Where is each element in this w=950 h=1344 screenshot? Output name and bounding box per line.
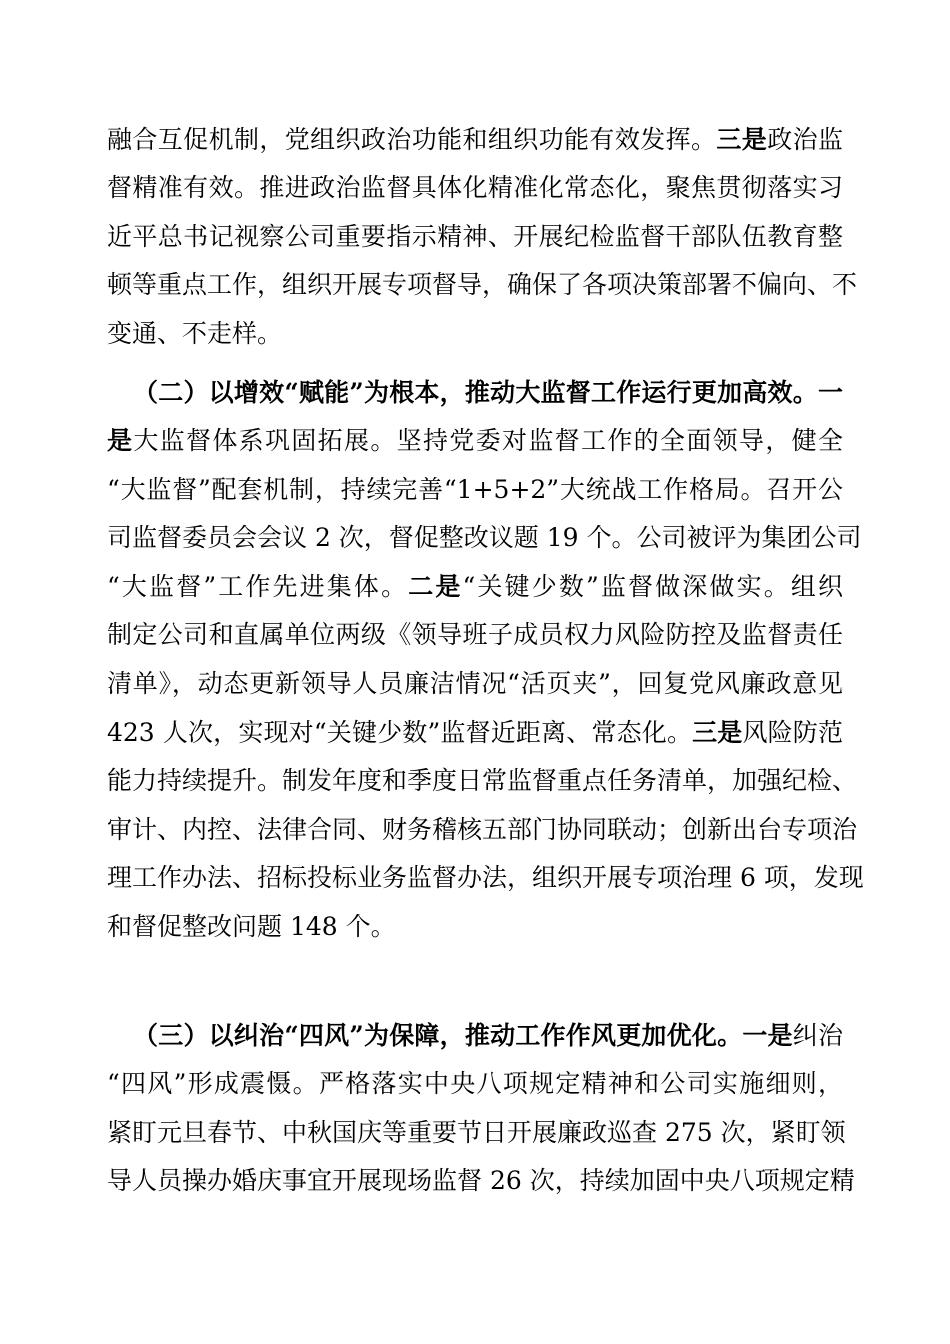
body-text: 政治监 <box>767 125 843 154</box>
bold-heading-text: 三是 <box>692 718 743 747</box>
text-line <box>107 424 843 458</box>
body-text: 导人员操办婚庆事宜开展现场监督 26 次，持续加固中央八项规定精 <box>107 1166 855 1195</box>
text-line <box>107 473 843 507</box>
body-text: “四风”形成震慑。严格落实中央八项规定精神和公司实施细则， <box>107 1069 843 1098</box>
body-text: 风险防范 <box>742 718 843 747</box>
bold-heading-text: 三是 <box>716 125 768 154</box>
body-text: 紧盯元旦春节、中秋国庆等重要节日开展廉政巡查 275 次，紧盯领 <box>107 1118 846 1147</box>
body-text: 司监督委员会会议 2 次，督促整改议题 19 个。公司被评为集团公司 <box>107 523 862 552</box>
text-line <box>107 667 843 701</box>
text-line <box>107 764 858 798</box>
body-text: “大监督”配套机制，持续完善“1+5+2”大统战工作格局。召开公 <box>107 475 843 504</box>
text-line <box>107 1067 843 1101</box>
text-line <box>107 716 843 750</box>
body-text: 融合互促机制，党组织政治功能和组织功能有效发挥。 <box>107 125 717 154</box>
text-line <box>107 618 843 652</box>
text-line <box>107 813 858 847</box>
body-text: 和督促整改问题 148 个。 <box>107 912 396 941</box>
body-text: 理工作办法、招标投标业务监督办法，组织开展专项治理 6 项，发现 <box>107 863 864 892</box>
text-line <box>107 317 843 351</box>
body-text: 纠治 <box>792 1021 843 1050</box>
bold-heading-text: 是 <box>107 426 134 455</box>
body-text: 顿等重点工作，组织开展专项督导，确保了各项决策部署不偏向、不 <box>107 270 858 299</box>
text-line <box>107 1164 855 1198</box>
body-text: 清单》，动态更新领导人员廉洁情况“活页夹”，回复党风廉政意见 <box>107 669 843 698</box>
body-text: 能力持续提升。制发年度和季度日常监督重点任务清单，加强纪检、 <box>107 766 858 795</box>
body-text: 大监督体系巩固拓展。坚持党委对监督工作的全面领导，健全 <box>133 426 843 455</box>
text-line <box>107 521 862 555</box>
text-line <box>107 268 858 302</box>
text-line <box>133 1019 843 1053</box>
bold-heading-text: 二是 <box>408 572 463 601</box>
text-line <box>107 570 843 604</box>
text-line <box>107 220 843 254</box>
bold-heading-text: （三）以纠治“四风”为保障，推动工作作风更加优化。一是 <box>133 1021 793 1050</box>
body-text: 督精准有效。推进政治监督具体化精准化常态化，聚焦贯彻落实习 <box>107 173 843 202</box>
body-text: 审计、内控、法律合同、财务稽核五部门协同联动；创新出台专项治 <box>107 815 858 844</box>
body-text: 变通、不走样。 <box>107 319 283 348</box>
body-text: “关键少数”监督做深做实。组织 <box>462 572 843 601</box>
text-line <box>133 376 843 410</box>
text-line <box>107 861 864 895</box>
bold-heading-text: （二）以增效“赋能”为根本，推动大监督工作运行更加高效。一 <box>133 378 843 407</box>
text-line <box>107 123 843 157</box>
text-line <box>107 171 843 205</box>
text-line <box>107 910 843 944</box>
text-line <box>107 1116 846 1150</box>
body-text: 制定公司和直属单位两级《领导班子成员权力风险防控及监督责任 <box>107 620 843 649</box>
body-text: 423 人次，实现对“关键少数”监督近距离、常态化。 <box>107 718 693 747</box>
body-text: 近平总书记视察公司重要指示精神、开展纪检监督干部队伍教育整 <box>107 222 843 251</box>
body-text: “大监督”工作先进集体。 <box>107 572 409 601</box>
